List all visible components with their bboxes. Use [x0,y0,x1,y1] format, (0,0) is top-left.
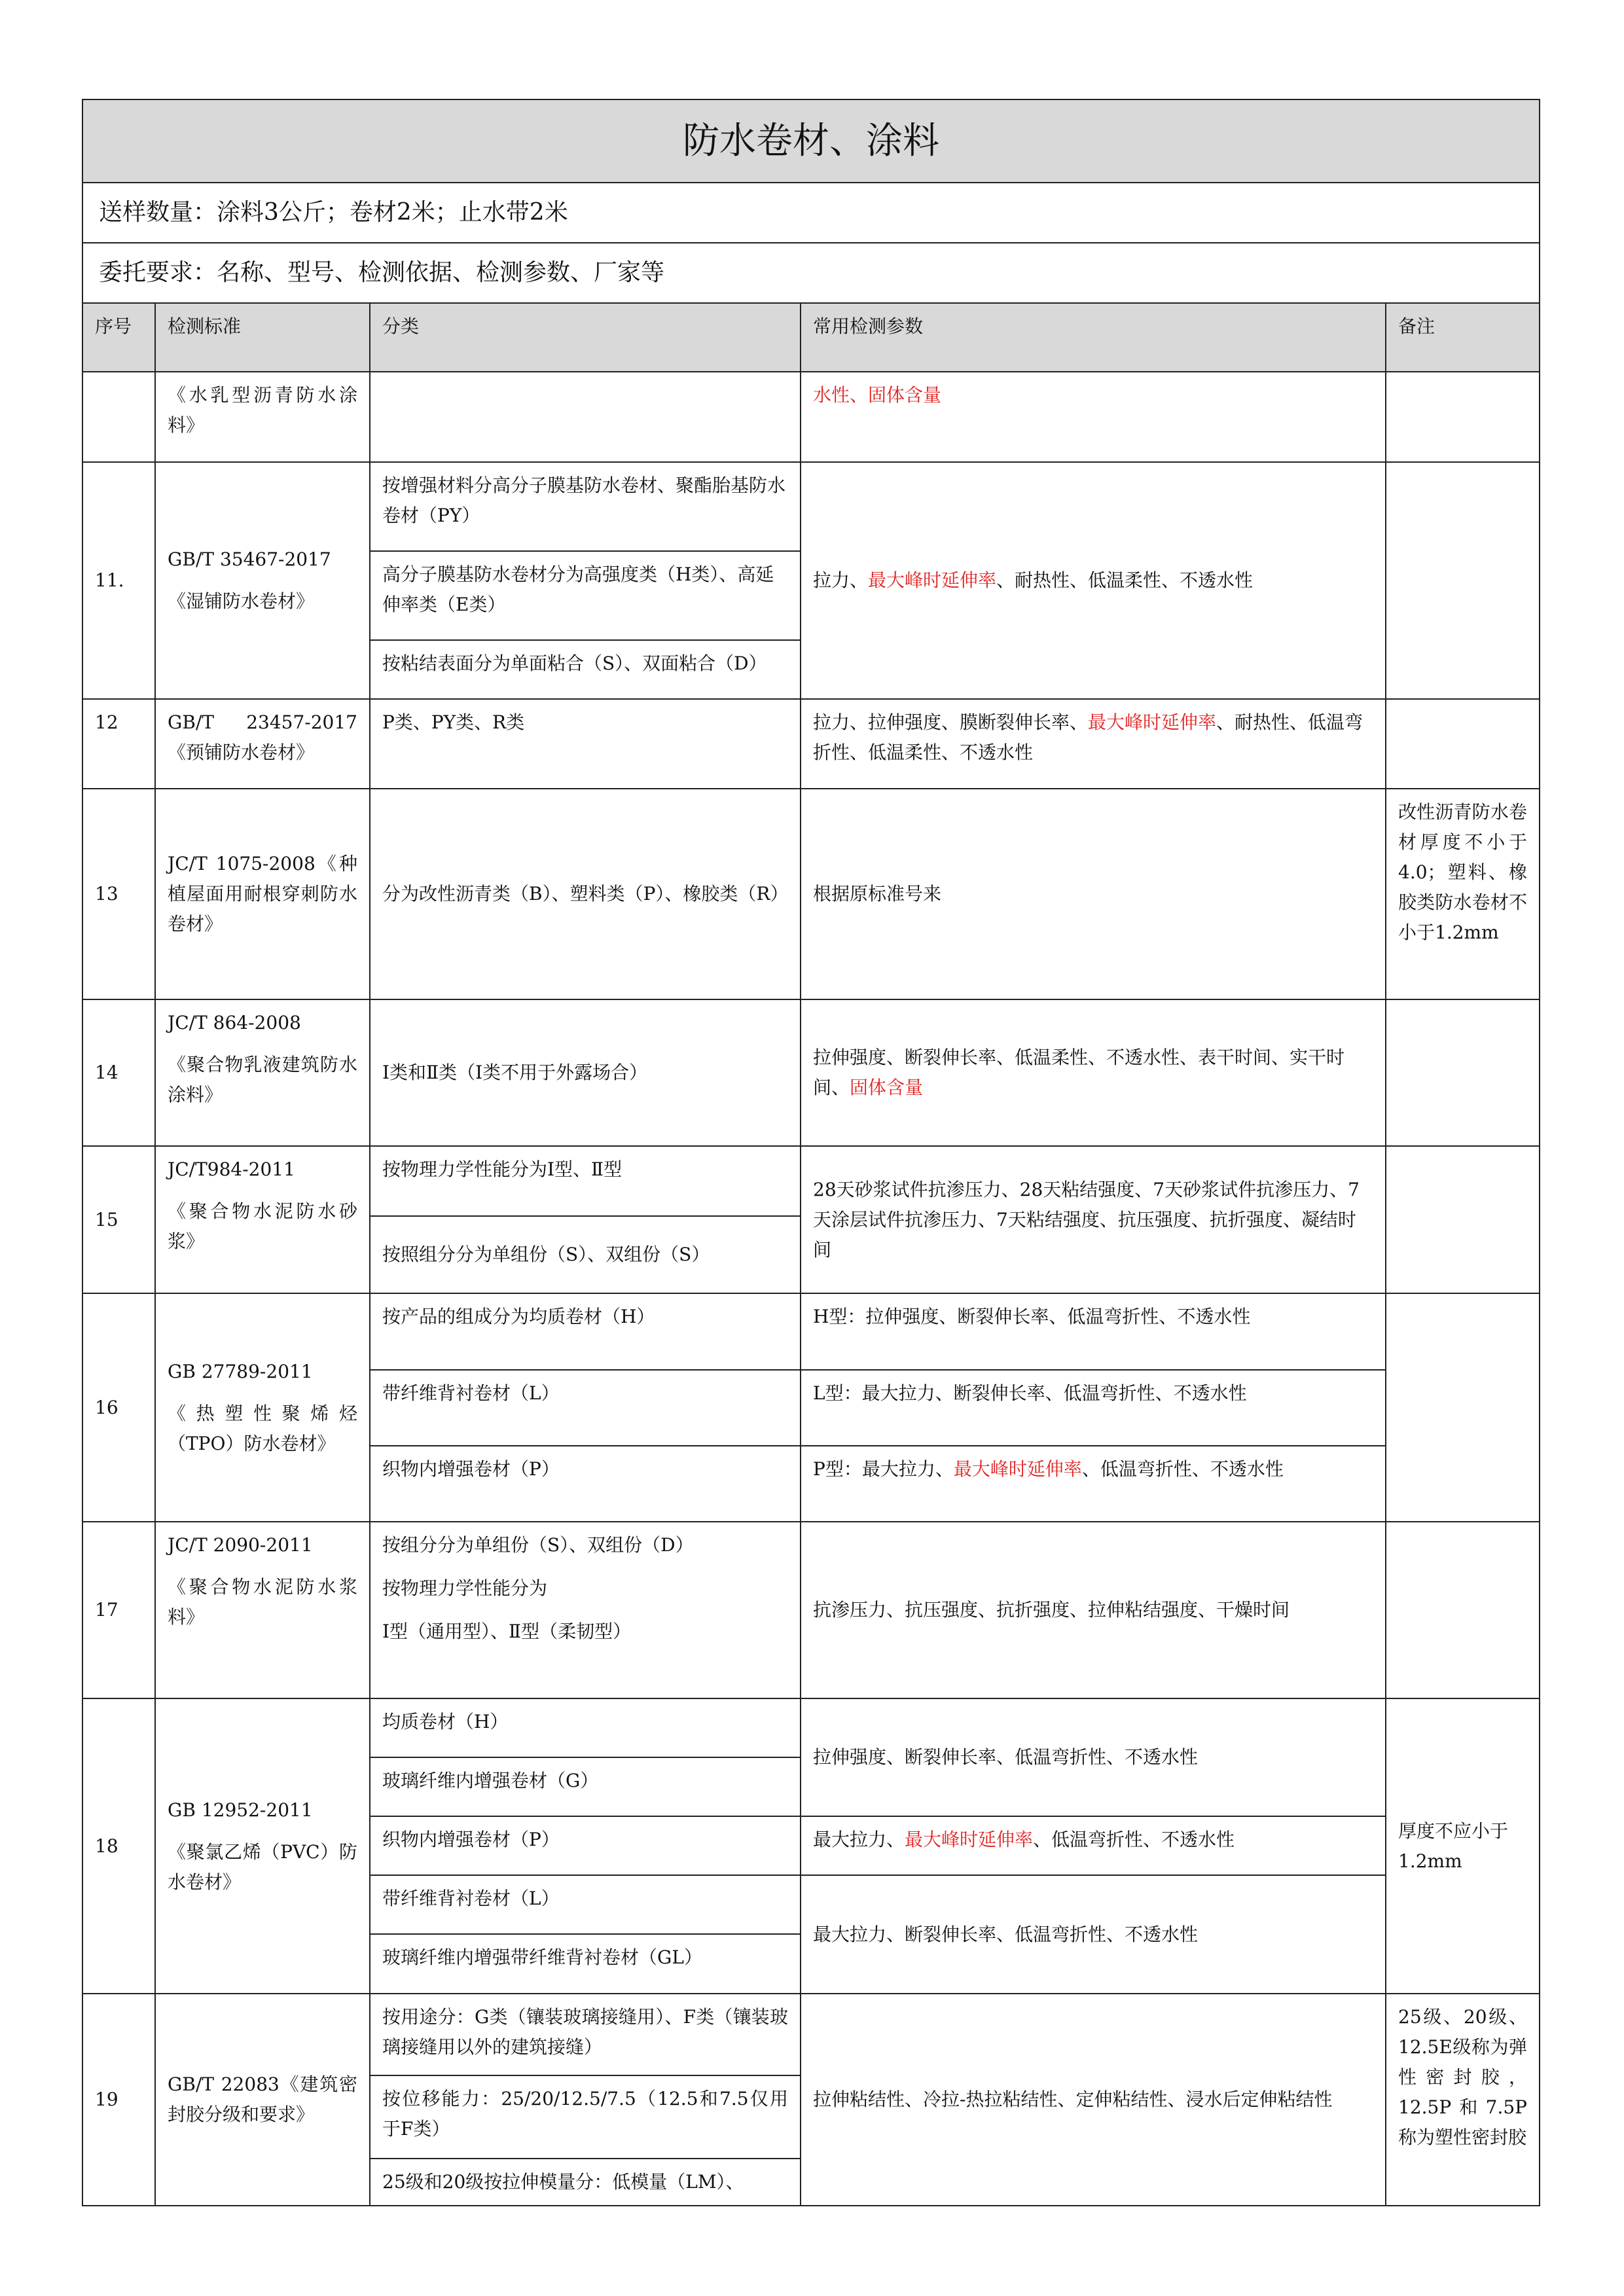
row-no: 14 [82,999,155,1146]
row-category: 织物内增强卷材（P） [370,1816,801,1875]
row-no: 15 [82,1146,155,1293]
table-row [82,999,1540,1146]
row-standard: 《水乳型沥青防水涂料》 [155,372,370,462]
page-title: 防水卷材、涂料 [82,99,1540,183]
header-category: 分类 [370,303,801,372]
row-params: 最大拉力、断裂伸长率、低温弯折性、不透水性 [801,1875,1386,1994]
table-row [82,1522,1540,1698]
row-params: 抗渗压力、抗压强度、抗折强度、拉伸粘结强度、干燥时间 [801,1522,1386,1698]
table-row [82,1698,1540,1757]
row-params: 最大拉力、最大峰时延伸率、低温弯折性、不透水性 [801,1816,1386,1875]
table-row [82,1293,1540,1370]
row-no: 17 [82,1522,155,1698]
row-standard: JC/T 1075-2008《种植屋面用耐根穿刺防水卷材》 [155,789,370,999]
row-no: 11. [82,462,155,699]
row-category: 按组分分为单组份（S）、双组份（D） 按物理力学性能分为 Ⅰ型（通用型）、Ⅱ型（柔韧型） [370,1522,801,1698]
row-no: 18 [82,1698,155,1994]
row-no: 16 [82,1293,155,1522]
row-params: 根据原标准号来 [801,789,1386,999]
table-row [82,462,1540,551]
row-params: 拉伸强度、断裂伸长率、低温弯折性、不透水性 [801,1698,1386,1816]
row-category: 带纤维背衬卷材（L） [370,1370,801,1446]
row-params: 拉伸粘结性、冷拉-热拉粘结性、定伸粘结性、浸水后定伸粘结性 [801,1994,1386,2206]
table-row [82,1146,1540,1216]
row-category: 按用途分：G类（镶装玻璃接缝用）、F类（镶装玻璃接缝用以外的建筑接缝） [370,1994,801,2075]
row-standard: GB/T 35467-2017 《湿铺防水卷材》 [155,462,370,699]
row-standard: GB/T 22083《建筑密封胶分级和要求》 [155,1994,370,2206]
row-note: 厚度不应小于1.2mm [1386,1698,1540,1994]
row-category: 按照组分分为单组份（S）、双组份（S） [370,1216,801,1293]
row-standard: JC/T 2090-2011 《聚合物水泥防水浆料》 [155,1522,370,1698]
row-params: 28天砂浆试件抗渗压力、28天粘结强度、7天砂浆试件抗渗压力、7天涂层试件抗渗压力、7天粘结强度、抗压强度、抗折强度、凝结时间 [801,1146,1386,1293]
row-category: P类、PY类、R类 [370,699,801,789]
row-category: 玻璃纤维内增强带纤维背衬卷材（GL） [370,1934,801,1994]
row-category: 按物理力学性能分为Ⅰ型、Ⅱ型 [370,1146,801,1216]
row-standard: GB/T 23457-2017《预铺防水卷材》 [155,699,370,789]
row-params: 拉伸强度、断裂伸长率、低温柔性、不透水性、表干时间、实干时间、固体含量 [801,999,1386,1146]
row-no: 19 [82,1994,155,2206]
row-standard: GB 12952-2011 《聚氯乙烯（PVC）防水卷材》 [155,1698,370,1994]
spec-table [82,99,1540,2206]
table-row [82,372,1540,462]
header-standard: 检测标准 [155,303,370,372]
row-category: 按位移能力：25/20/12.5/7.5（12.5和7.5仅用于F类） [370,2075,801,2159]
row-params: L型：最大拉力、断裂伸长率、低温弯折性、不透水性 [801,1370,1386,1446]
header-no: 序号 [82,303,155,372]
row-standard: JC/T 864-2008 《聚合物乳液建筑防水涂料》 [155,999,370,1146]
table-header [82,303,1540,372]
row-params: H型：拉伸强度、断裂伸长率、低温弯折性、不透水性 [801,1293,1386,1370]
row-category: 带纤维背衬卷材（L） [370,1875,801,1934]
row-params: 水性、固体含量 [801,372,1386,462]
row-no: 13 [82,789,155,999]
row-standard: GB 27789-2011 《热塑性聚烯烃（TPO）防水卷材》 [155,1293,370,1522]
row-note: 改性沥青防水卷材厚度不小于4.0；塑料、橡胶类防水卷材不小于1.2mm [1386,789,1540,999]
row-note: 25级、20级、12.5E级称为弹性密封胶，12.5P和7.5P称为塑性密封胶 [1386,1994,1540,2206]
document-sheet [82,99,1539,2206]
row-category: 均质卷材（H） [370,1698,801,1757]
row-category: 玻璃纤维内增强卷材（G） [370,1757,801,1816]
row-standard: JC/T984-2011 《聚合物水泥防水砂浆》 [155,1146,370,1293]
row-category: 25级和20级按拉伸模量分：低模量（LM）、 [370,2159,801,2206]
row-category: Ⅰ类和Ⅱ类（Ⅰ类不用于外露场合） [370,999,801,1146]
row-params: 拉力、最大峰时延伸率、耐热性、低温柔性、不透水性 [801,462,1386,699]
row-params: 拉力、拉伸强度、膜断裂伸长率、最大峰时延伸率、耐热性、低温弯折性、低温柔性、不透水性 [801,699,1386,789]
row-category: 分为改性沥青类（B）、塑料类（P）、橡胶类（R） [370,789,801,999]
header-note: 备注 [1386,303,1540,372]
row-category: 高分子膜基防水卷材分为高强度类（H类）、高延伸率类（E类） [370,551,801,640]
row-category: 按粘结表面分为单面粘合（S）、双面粘合（D） [370,640,801,699]
row-category: 织物内增强卷材（P） [370,1446,801,1522]
header-params: 常用检测参数 [801,303,1386,372]
row-params: P型：最大拉力、最大峰时延伸率、低温弯折性、不透水性 [801,1446,1386,1522]
commission-requirements: 委托要求：名称、型号、检测依据、检测参数、厂家等 [82,243,1540,303]
table-row [82,789,1540,999]
row-no: 12 [82,699,155,789]
row-category: 按增强材料分高分子膜基防水卷材、聚酯胎基防水卷材（PY） [370,462,801,551]
table-row [82,1994,1540,2075]
table-row [82,699,1540,789]
row-category: 按产品的组成分为均质卷材（H） [370,1293,801,1370]
sample-quantity: 送样数量：涂料3公斤；卷材2米；止水带2米 [82,183,1540,243]
